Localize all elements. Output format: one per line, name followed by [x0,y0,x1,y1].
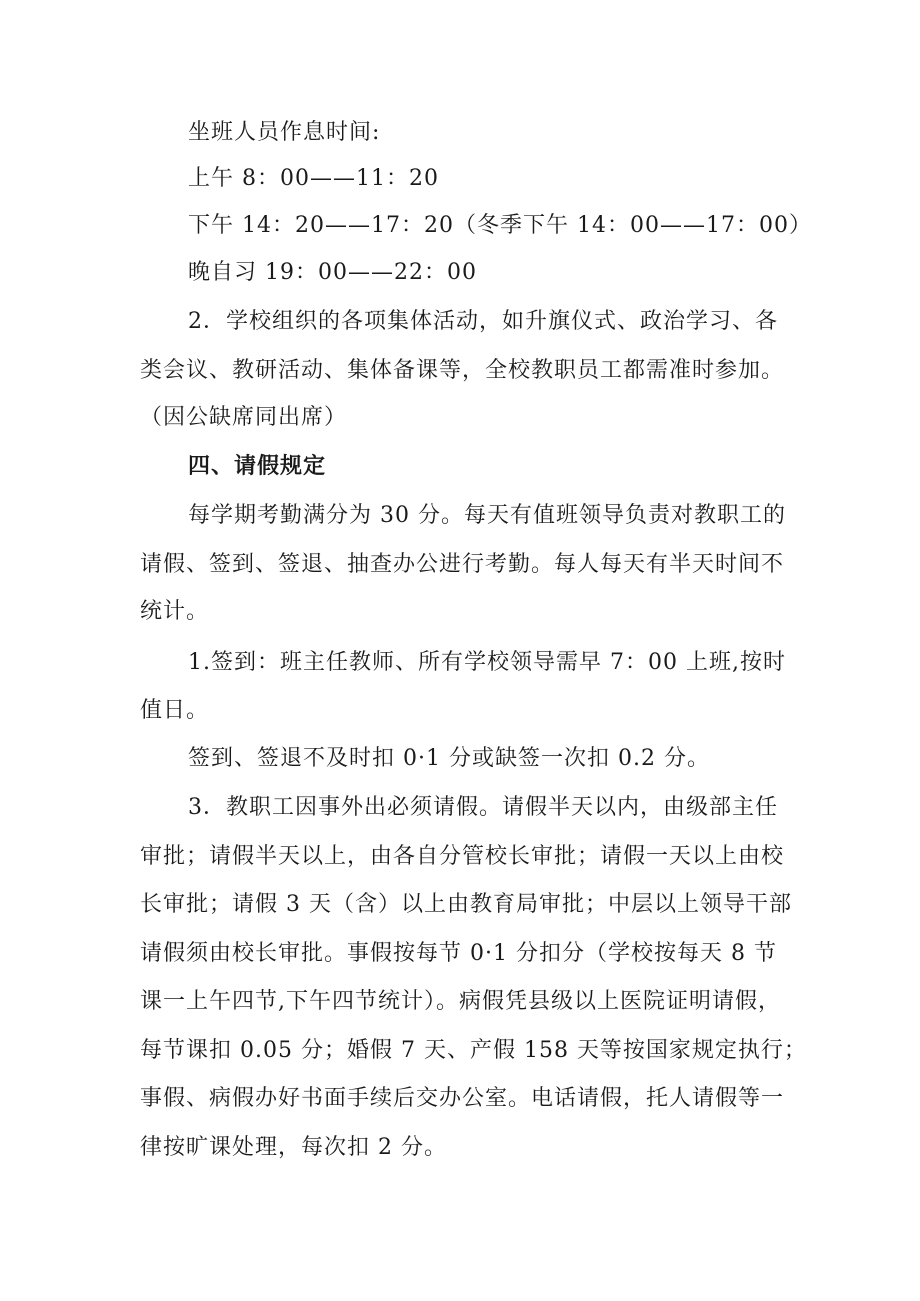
item3-line8: 律按旷课处理，每次扣 2 分。 [140,1135,447,1160]
item1-line1: 1.签到：班主任教师、所有学校领导需早 7：00 上班,按时 [188,650,786,675]
section4-intro-line1: 每学期考勤满分为 30 分。每天有值班领导负责对教职工的 [188,503,786,528]
schedule-morning: 上午 8：00——11：20 [188,166,439,191]
item3-line3: 长审批；请假 3 天（含）以上由教育局审批；中层以上领导干部 [140,892,792,917]
section4-heading: 四、请假规定 [188,454,327,479]
signin-rule: 签到、签退不及时扣 0·1 分或缺签一次扣 0.2 分。 [188,746,710,771]
item3-line7: 事假、病假办好书面手续后交办公室。电话请假，托人请假等一 [140,1086,785,1111]
item3-line6: 每节课扣 0.05 分；婚假 7 天、产假 158 天等按国家规定执行； [140,1038,807,1063]
item1-line2: 值日。 [140,698,210,723]
section4-intro-line2: 请假、签到、签退、抽查办公进行考勤。每人每天有半天时间不 [140,552,785,577]
item3-line2: 审批；请假半天以上，由各自分管校长审批；请假一天以上由校 [140,844,785,869]
item3-line5: 课一上午四节,下午四节统计）。病假凭县级以上医院证明请假， [140,989,781,1014]
schedule-evening: 晚自习 19：00——22：00 [188,260,477,285]
item2-line1: 2．学校组织的各项集体活动，如升旗仪式、政治学习、各 [188,309,778,334]
item2-line2: 类会议、教研活动、集体备课等，全校教职员工都需准时参加。 [140,358,785,383]
section4-intro-line3: 统计。 [140,599,210,624]
item2-line3: （因公缺席同出席） [140,405,348,430]
schedule-title: 坐班人员作息时间: [188,120,381,145]
item3-line4: 请假须由校长审批。事假按每节 0·1 分扣分（学校按每天 8 节 [140,941,777,966]
schedule-afternoon: 下午 14：20——17：20（冬季下午 14：00——17：00） [188,213,812,238]
item3-line1: 3．教职工因事外出必须请假。请假半天以内，由级部主任 [188,795,778,820]
